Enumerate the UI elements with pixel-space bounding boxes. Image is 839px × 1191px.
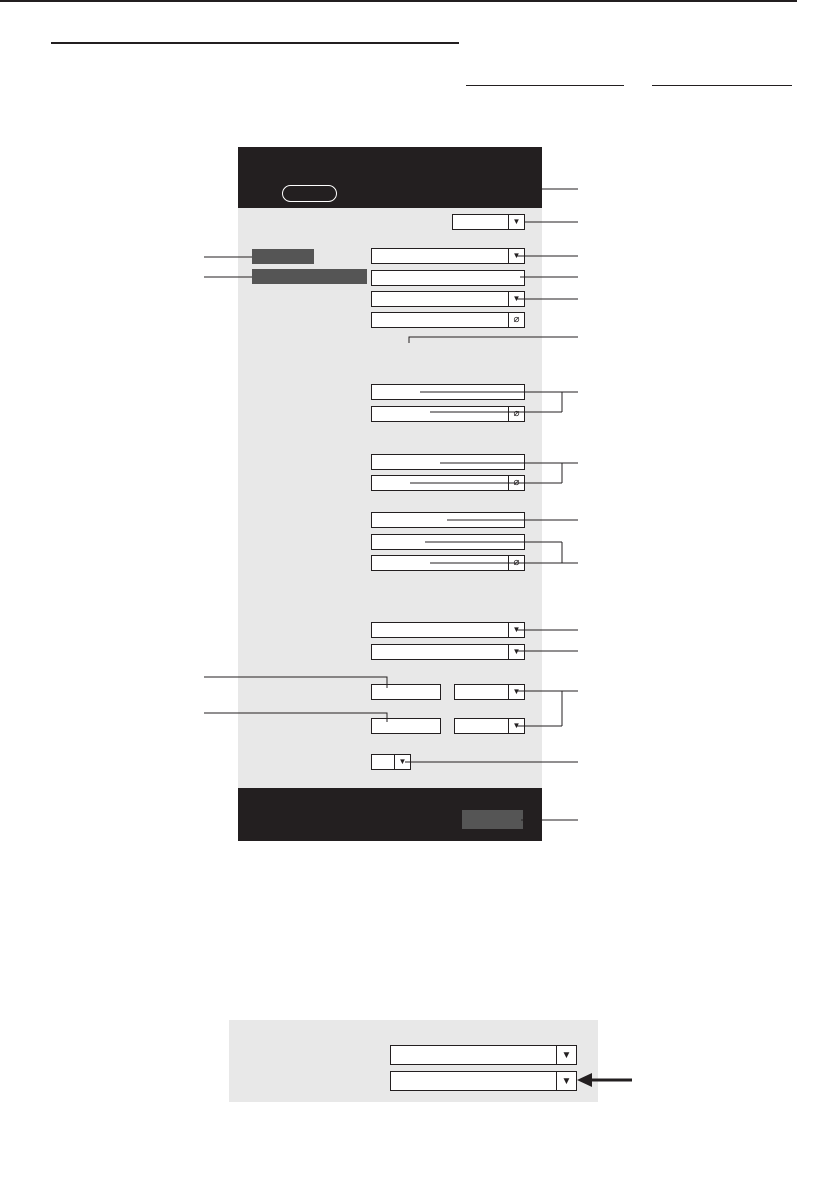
eye-slash-icon[interactable]: ⌀	[508, 407, 524, 421]
chevron-down-icon: ▼	[556, 1046, 576, 1064]
chevron-down-icon: ▼	[508, 623, 524, 637]
chevron-down-icon: ▼	[556, 1072, 576, 1090]
chevron-down-icon: ▼	[508, 719, 524, 733]
eye-slash-icon[interactable]: ⌀	[508, 476, 524, 490]
chevron-down-icon: ▼	[508, 215, 524, 229]
chevron-down-icon: ▼	[394, 755, 410, 769]
eye-slash-icon[interactable]: ⌀	[508, 556, 524, 570]
chevron-down-icon: ▼	[508, 685, 524, 699]
chevron-down-icon: ▼	[508, 645, 524, 659]
chevron-down-icon: ▼	[508, 249, 524, 263]
eye-slash-icon[interactable]: ⌀	[508, 313, 524, 327]
chevron-down-icon: ▼	[508, 292, 524, 306]
